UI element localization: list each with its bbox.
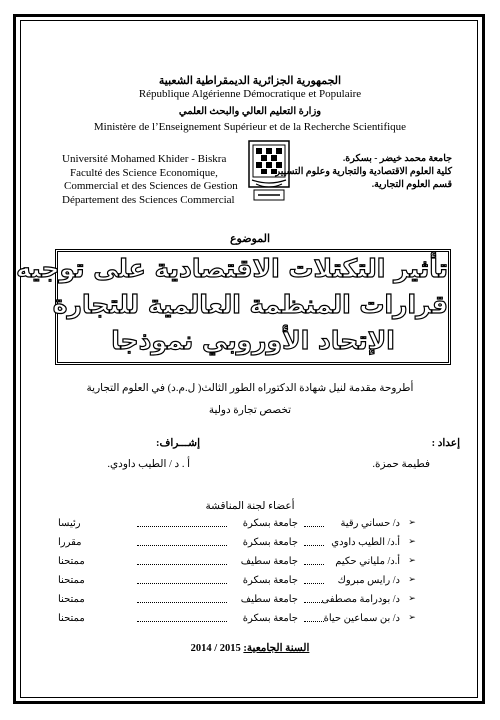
university-name-fr: Université Mohamed Khider - Biskra	[62, 153, 227, 165]
university-name-ar: جامعة محمد خيضر - بسكرة.	[342, 154, 452, 164]
republic-french: République Algérienne Démocratique et Populaire	[138, 88, 362, 100]
dotted-leader	[304, 621, 324, 622]
jury-member-name: د/ رايس مبروك	[337, 575, 400, 586]
dotted-leader	[137, 583, 227, 584]
dotted-leader	[137, 564, 227, 565]
jury-title: أعضاء لجنة المناقشة	[205, 501, 295, 512]
jury-member-name: أ.د/ الطيب داودي	[331, 537, 400, 548]
dotted-leader	[304, 526, 324, 527]
title-box	[16, 249, 451, 365]
arrow-bullet-icon: ➢	[408, 556, 416, 566]
department-name-fr: Département des Sciences Commercial	[62, 193, 235, 206]
prepared-by-label: إعداد :	[431, 438, 460, 449]
jury-member-name: د/ حساني رقية	[340, 518, 400, 529]
arrow-bullet-icon: ➢	[408, 594, 416, 604]
thesis-title-line-1: تأثير التكتلات الاقتصادية على توجيه	[16, 254, 448, 283]
thesis-description: أطروحة مقدمة لنيل شهادة الدكتوراه الطور الثالث( ل.م.د) في العلوم التجارية	[86, 383, 414, 394]
institution-french-block	[62, 153, 236, 207]
dotted-leader	[137, 602, 227, 603]
jury-member-role: ممتحنا	[58, 613, 85, 624]
jury-member-row	[58, 575, 416, 589]
jury-member-name: أ.د/ ملياني حكيم	[335, 556, 400, 567]
jury-member-row	[58, 613, 416, 627]
jury-member-role: ممتحنا	[58, 575, 85, 586]
jury-member-row	[58, 537, 416, 551]
jury-member-university: جامعة سطيف	[240, 594, 298, 605]
supervisor-label: إشـــراف:	[155, 438, 200, 449]
academic-year-label: السنة الجامعية:	[243, 643, 310, 654]
dotted-leader	[137, 526, 227, 527]
thesis-title-line-3: الإتحاد الأوروبي نموذجا	[111, 326, 395, 355]
jury-member-university: جامعة بسكرة	[242, 537, 298, 548]
institution-arabic-block	[275, 153, 452, 192]
dotted-leader	[304, 602, 324, 603]
academic-year-value: 2014 / 2015	[190, 643, 241, 654]
jury-member-role: رئيسا	[58, 518, 81, 529]
academic-year	[0, 642, 500, 654]
dotted-leader	[304, 564, 324, 565]
jury-member-row	[58, 518, 416, 532]
arrow-bullet-icon: ➢	[408, 613, 416, 623]
arrow-bullet-icon: ➢	[408, 575, 416, 585]
prepared-by-name: فطيمة حمزة.	[372, 459, 430, 470]
jury-member-university: جامعة بسكرة	[242, 518, 298, 529]
faculty-name-fr-1: Faculté des Science Economique,	[70, 166, 218, 179]
jury-member-role: مقررا	[58, 537, 82, 548]
arrow-bullet-icon: ➢	[408, 537, 416, 547]
dotted-leader	[304, 545, 324, 546]
ministry-arabic: وزارة التعليم العالي والبحث العلمي	[178, 106, 322, 117]
faculty-name-fr-2: Commercial et des Sciences de Gestion	[64, 180, 238, 192]
jury-member-name: د/ بودرامة مصطفى	[321, 594, 400, 605]
faculty-name-ar: كلية العلوم الاقتصادية والتجارية وعلوم التسيير	[275, 167, 452, 177]
dotted-leader	[304, 583, 324, 584]
jury-member-row	[58, 556, 416, 570]
jury-member-university: جامعة بسكرة	[242, 575, 298, 586]
supervisor-name: أ . د / الطيب داودي.	[107, 459, 190, 470]
republic-arabic: الجمهورية الجزائرية الديمقراطية الشعبية	[158, 75, 342, 87]
specialty-line: تخصص تجارة دولية	[208, 405, 292, 416]
jury-member-university: جامعة بسكرة	[242, 613, 298, 624]
jury-member-role: ممتحنا	[58, 556, 85, 567]
subject-label: الموضوع	[229, 233, 271, 245]
thesis-title-line-2: قرارات المنظمة العالمية للتجارة	[52, 290, 448, 319]
jury-member-name: د/ بن سماعين حياة	[323, 613, 400, 624]
jury-member-university: جامعة سطيف	[240, 556, 298, 567]
jury-member-role: ممتحنا	[58, 594, 85, 605]
department-name-ar: قسم العلوم التجارية.	[371, 180, 452, 190]
dotted-leader	[137, 545, 227, 546]
ministry-french: Ministère de l’Enseignement Supérieur et de la Recherche Scientifique	[93, 121, 407, 133]
arrow-bullet-icon: ➢	[408, 518, 416, 528]
jury-member-row	[58, 594, 416, 608]
dotted-leader	[137, 621, 227, 622]
